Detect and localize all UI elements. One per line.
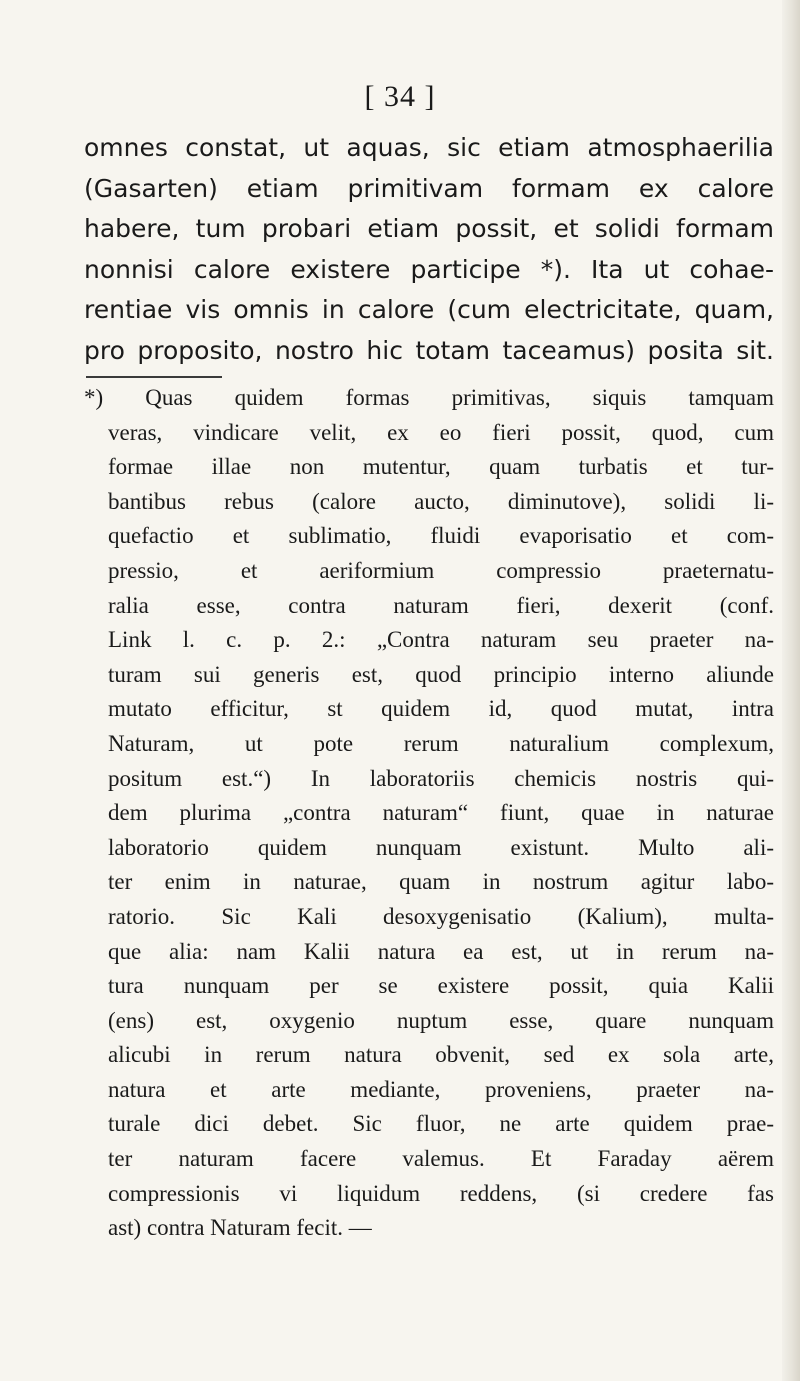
text-line: habere, tum probari etiam possit, et solidi formam (84, 214, 774, 243)
footnote-line: dem plurima „contra naturam“ fiunt, quae in naturae (108, 800, 774, 826)
main-text (84, 128, 774, 371)
footnote-line: pressio, et aeriformium compressio praeternatu- (108, 557, 774, 583)
footnote-line: turam sui generis est, quod principio interno aliunde (108, 661, 774, 687)
footnote-line: natura et arte mediante, proveniens, praeter na- (108, 1076, 774, 1102)
footnote-line: ralia esse, contra naturam fieri, dexerit (conf. (108, 592, 774, 618)
text-line: rentiae vis omnis in calore (cum electricitate, quam, (84, 295, 774, 324)
footnote-line: compressionis vi liquidum reddens, (si credere fas (108, 1180, 774, 1206)
footnote-line: veras, vindicare velit, ex eo fieri possit, quod, cum (108, 419, 774, 445)
footnote-line: *) Quas quidem formas primitivas, siquis tamquam (84, 385, 774, 410)
text-line: (Gasarten) etiam primitivam formam ex calore (84, 173, 774, 203)
footnote-line: bantibus rebus (calore aucto, diminutove), solidi li- (108, 488, 774, 514)
footnote-line: formae illae non mutentur, quam turbatis et tur- (108, 454, 774, 480)
footnote-line: ter enim in naturae, quam in nostrum agitur labo- (108, 869, 774, 895)
footnote-line: que alia: nam Kalii natura ea est, ut in rerum na- (108, 938, 774, 964)
text-line: nonnisi calore existere participe *). Ita ut cohae- (84, 254, 774, 284)
footnote-line: mutato efficitur, st quidem id, quod mutat, intra (108, 696, 774, 722)
footnote-line: alicubi in rerum natura obvenit, sed ex sola arte, (108, 1042, 774, 1068)
footnote-separator (86, 376, 222, 378)
footnote-line: ast) contra Naturam fecit. — (108, 1215, 372, 1241)
footnote-line: (ens) est, oxygenio nuptum esse, quare nunquam (108, 1007, 774, 1033)
footnote-line: Link l. c. p. 2.: „Contra naturam seu praeter na- (108, 627, 774, 653)
footnote-line: quefactio et sublimatio, fluidi evaporisatio et com- (108, 523, 774, 549)
footnote-line: Naturam, ut pote rerum naturalium complexum, (108, 730, 774, 756)
footnote-line: tura nunquam per se existere possit, quia Kalii (108, 973, 774, 999)
footnote-line: ratorio. Sic Kali desoxygenisatio (Kalium), multa- (108, 903, 774, 929)
footnote (84, 381, 774, 1246)
footnote-line: turale dici debet. Sic fluor, ne arte quidem prae- (108, 1111, 774, 1137)
footnote-line: laboratorio quidem nunquam existunt. Multo ali- (108, 834, 774, 860)
text-line: pro proposito, nostro hic totam taceamus) posita sit. (84, 335, 774, 365)
footnote-line: ter naturam facere valemus. Et Faraday aërem (108, 1146, 774, 1172)
page-number: [ 34 ] (364, 80, 436, 113)
page-edge (782, 0, 800, 1381)
footnote-line: positum est.“) In laboratoriis chemicis nostris qui- (108, 765, 774, 791)
text-line: omnes constat, ut aquas, sic etiam atmosphaerilia (84, 133, 774, 162)
